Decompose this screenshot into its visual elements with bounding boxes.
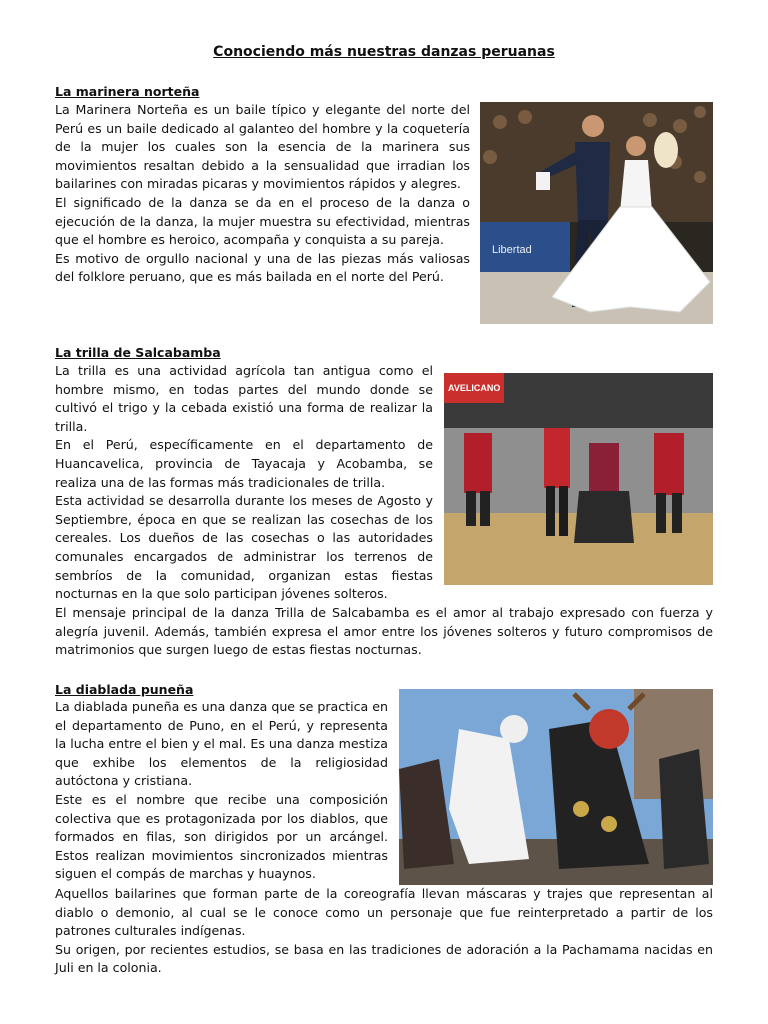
paragraph: Aquellos bailarines que forman parte de la coreografía llevan máscaras y trajes que representan al diablo o demonio, al cual se le conoce como un personaje que fue reinterpretado a partir de los patrones culturales indígenas.: [55, 886, 713, 939]
paragraph: La Marinera Norteña es un baile típico y elegante del norte del Perú es un baile dedicado al galanteo del hombre y la coquetería de la mujer los cuales son la esencia de la marinera sus movimientos resaltan debido a la sensualidad que irradian los bailarines con miradas picaras y movimientos rápidos y alegres.: [55, 102, 470, 192]
paragraph: En el Perú, específicamente en el departamento de Huancavelica, provincia de Tayacaja y Acobamba, se realiza una de las formas más tradicionales de trilla.: [55, 437, 433, 490]
section-text-trilla-continued: [55, 604, 713, 660]
paragraph: Este es el nombre que recibe una composición colectiva que es protagonizada por los diablos, que formados en filas, son dirigidos por un arcángel. Estos realizan movimientos sincronizados mientras siguen el compás de marchas y huaynos.: [55, 791, 388, 882]
section-heading-diablada: La diablada puneña: [55, 682, 194, 697]
section-text-diablada-continued: [55, 885, 713, 978]
paragraph: La trilla es una actividad agrícola tan antigua como el hombre mismo, en todas partes del mundo donde se cultivó el trigo y la cebada existió una forma de realizar la trilla.: [55, 363, 433, 434]
marinera-dancers-photo: [480, 102, 713, 324]
paragraph: La diablada puneña es una danza que se practica en el departamento de Puno, en el Perú, y representa la lucha entre el bien y el mal. Es una danza mestiza que exhibe los elementos de la religiosidad autóctona y cristiana.: [55, 699, 388, 789]
paragraph: Es motivo de orgullo nacional y una de las piezas más valiosas del folklore peruano, que es más bailada en el norte del Perú.: [55, 250, 470, 285]
section-text-diablada: [55, 698, 388, 884]
paragraph: Su origen, por recientes estudios, se basa en las tradiciones de adoración a la Pachamama nacidas en Juli en la colonia.: [55, 941, 713, 976]
banner-text: AVELICANO: [448, 383, 501, 393]
paragraph: El significado de la danza se da en el proceso de la danza o ejecución de la danza, la mujer muestra su efectividad, mientras que el hombre es heroico, acompaña y conquista a su pareja.: [55, 194, 470, 248]
section-text-trilla: [55, 362, 433, 604]
document-title: Conociendo más nuestras danzas peruanas: [213, 44, 555, 60]
banner-text: Libertad: [492, 244, 532, 256]
paragraph: El mensaje principal de la danza Trilla de Salcabamba es el amor al trabajo expresado con fuerza y alegría juvenil. Además, también expresa el amor entre los jóvenes solteros y futuro compromisos de matrimonios que surgen luego de estas fiestas nocturnas.: [55, 605, 713, 658]
section-heading-marinera: La marinera norteña: [55, 84, 200, 99]
section-heading-trilla: La trilla de Salcabamba: [55, 345, 221, 360]
diablada-dancers-photo: [399, 689, 713, 885]
paragraph: Esta actividad se desarrolla durante los meses de Agosto y Septiembre, época en que se realizan las cosechas de los cereales. Los dueños de las cosechas o las autoridades comunales encargados de administrar los terrenos de sembríos de la comunidad, organizan estas fiestas nocturnas en la que solo participan jóvenes solteros.: [55, 493, 433, 602]
section-text-marinera: [55, 101, 470, 287]
trilla-dancers-photo: [444, 373, 713, 585]
